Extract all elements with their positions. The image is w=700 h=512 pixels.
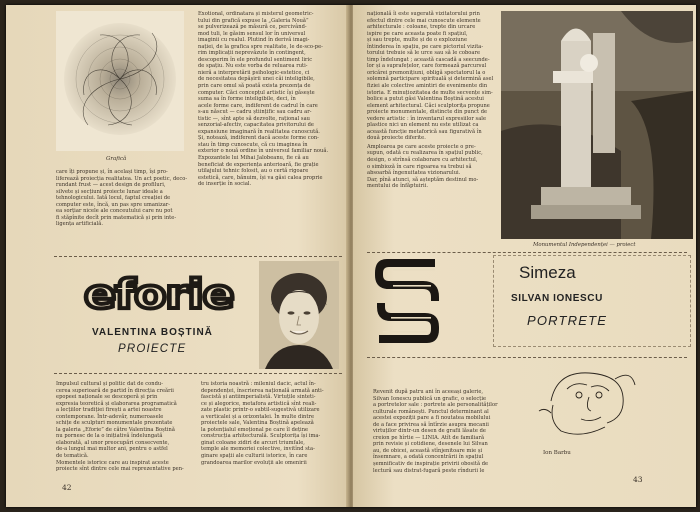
text-line: computer. Căci concepțul artistic își găsește xyxy=(198,89,315,96)
magazine-spread xyxy=(6,5,696,507)
text-line: zate plastic printr-o subtil-sugestivă utilizare xyxy=(201,407,320,414)
text-line: creion pe hîrtie — LINIA. Atît de familiară xyxy=(373,434,485,441)
page-number-right: 43 xyxy=(633,475,643,484)
text-line: oricărei premonițiuni, obligă spectatorul la o xyxy=(367,69,486,76)
text-line: șemnificativ de inspirație privirii obosită de xyxy=(373,461,489,468)
text-line: fi stăpînite decît prin matematică și prin inte- xyxy=(56,214,177,221)
text-line: rundant frust — acest design de profiluri, xyxy=(56,182,166,189)
text-line: Momentele istorice care au inspirat aceste xyxy=(56,459,169,466)
text-line: care îți propune și, în același timp, își pro- xyxy=(56,169,168,175)
grafica-article-col0 xyxy=(56,169,188,228)
text-line: a verticalei și a orizontalei. În multe dintre xyxy=(201,413,315,420)
text-line: o simbioză în care rigoarea va trebui să xyxy=(367,163,472,170)
page-number-left: 42 xyxy=(62,483,72,492)
text-line: fiziei ale colective amintiri de evenimente din xyxy=(367,83,488,90)
text-line: mentului de înfăptuirii. xyxy=(367,183,429,190)
text-line: suma sa în forme inteligibile, deci, în xyxy=(198,96,296,103)
text-line: două proiecte diferite. xyxy=(367,135,426,142)
text-line: proiectele sale, Valentina Boștină apelează xyxy=(201,420,314,427)
text-line: tehnologicului. Iată locul, faptul creației de xyxy=(56,195,171,202)
text-line: tru istoria noastră : mileniul dacic, actul în- xyxy=(201,381,316,387)
text-line: epopeei naționale se descoperă și prin xyxy=(56,394,158,401)
text-line: istoria. E minuțiozitatea de multe secvențe sim- xyxy=(367,89,493,96)
text-line: prin care omul să poată exista prezența de xyxy=(198,83,311,90)
text-line: ce și alegorice, metafora artistică sînt reali- xyxy=(201,400,317,407)
text-line: de-a lungul mai multor ani, pentru o astfel xyxy=(56,446,168,453)
text-line: culturale românești. Punctul determinant al xyxy=(373,408,489,415)
sketch-caption: Ion Barbu xyxy=(543,450,571,456)
text-line: plastice nici un element nu este utilizat ca xyxy=(367,122,479,129)
simeza-title: Simeza xyxy=(519,263,576,282)
text-line: element arhitectural. Căci sculptorița propune xyxy=(367,102,490,109)
text-line: expresia teoretică și elaborarea programatică xyxy=(56,400,177,407)
text-line: grandoarea marilor evoluții ale omenirii xyxy=(201,459,307,466)
text-line: descoperim în ele profundul sentiment liric xyxy=(198,56,313,63)
text-line: bolice a putut găsi Valentina Boștină acestui xyxy=(367,96,484,103)
monument-article-col xyxy=(367,11,507,190)
simeza-article-col xyxy=(373,389,521,474)
text-line: ligența artificială. xyxy=(56,221,103,228)
text-line: fascistă și antiimperialistă. Virtuțile sinteti- xyxy=(201,394,316,401)
text-line: la potențialul emoțional pe care îl deține xyxy=(201,426,309,433)
monument-photo xyxy=(501,11,693,239)
text-line: contemporane. Într-adevăr, numeroasele xyxy=(56,413,164,420)
text-line: rim implicații neprevăzute în contingent, xyxy=(198,50,306,57)
text-line: construcția arhitecturală. Sculptorița își ima- xyxy=(201,433,321,440)
text-line: lor și a suprafețelor, care formează parcursul xyxy=(367,63,487,70)
text-line: nației, de la grafica spre realitate, le de-sco-pe- xyxy=(198,43,323,50)
text-line: Exotional, ordinatara și misterul geometric- xyxy=(198,11,314,17)
grafica-caption: Grafică xyxy=(106,156,127,162)
text-line: nu pornesc de la o inițiativă îndelungată xyxy=(56,433,163,440)
simeza-artist-name: SILVAN IONESCU xyxy=(511,293,603,304)
text-line: computer este, încă, un pas spre umanizar- xyxy=(56,201,171,208)
text-line: absoarbă îngenuitatea vizionarului. xyxy=(367,170,461,177)
text-line: supun, odată cu realizarea în spațiul public, xyxy=(367,150,483,157)
left-page xyxy=(6,5,349,507)
text-line: tului din grafică expuse la „Galeria Nouă” xyxy=(198,17,309,24)
text-line: ea sorțiar nicele ale conceutului care nu pot xyxy=(56,208,173,215)
text-line: silvete și secțiuni proiecte lunar ideale a xyxy=(56,188,163,195)
right-page xyxy=(353,5,696,507)
text-line: imaginii cu realul. Plutind în derivă imagi- xyxy=(198,37,310,44)
text-line: întinderea în spațiu, pe care pictoriul vizita- xyxy=(367,43,484,50)
text-line: mod tuli, le găsim sensul lor în universul xyxy=(198,30,306,37)
text-line: Silvan Ionescu publică un grafic, o selecție xyxy=(373,395,487,402)
text-line: a lecțiilor tradiției firești a artei noastre xyxy=(56,407,162,414)
text-line: acestei expoziții pare a fi noutatea mobilului xyxy=(373,415,491,422)
text-line: tistic —, sînt apte să dezvolte, rațional sau xyxy=(198,115,311,122)
text-line: exterior o nouă ordine în universul familiar nouă. xyxy=(198,148,329,155)
section-divider xyxy=(54,256,342,257)
text-line: Amploarea pe care aceste proiecte o pre- xyxy=(367,143,476,150)
text-line: cerea superioară de partid în direcția creării xyxy=(56,387,174,394)
text-line: acele forme care, indiferent de cadrul în care xyxy=(198,102,318,109)
text-line: efectul dintre cele mai cunoscute elemente xyxy=(367,17,481,24)
section-divider-right xyxy=(367,252,687,253)
text-line: Și, notează, indiferent dacă aceste forme con- xyxy=(198,135,319,142)
text-line: proiecte monumentale, distincte din punct de xyxy=(367,109,488,116)
ion-barbu-sketch xyxy=(531,361,641,441)
text-line: de a face privirea să întîrzie asupra mecanii xyxy=(373,421,489,428)
text-line: design, o strînsă colaborare cu arhitectul, xyxy=(367,157,478,164)
text-line: schițe de sculpturi monumentale prezentate xyxy=(56,420,173,427)
text-line: Impulsul cultural și politic dat de condu- xyxy=(56,381,163,387)
eforie-logo: eforie xyxy=(84,272,234,318)
text-line: utilajului tehnic folosit, au o certă rigoare xyxy=(198,168,309,175)
text-line: Revenit după patru ani în aceeași galerie, xyxy=(373,389,484,395)
text-line: senzorial-afectiv, capacitatea privitorului de xyxy=(198,122,314,129)
text-line: au, de obicei, această stînjenitoare mie și xyxy=(373,447,483,454)
text-line: dependenței, înscrierea națională armată anti- xyxy=(201,387,324,394)
text-line: virtuților dintr-un desen de grafii lăsate de xyxy=(373,428,486,435)
text-line: această funcție metaforică sau figurativă în xyxy=(367,128,482,135)
text-line: de spațiu. Nu este vorba de reluarea ruti- xyxy=(198,63,308,70)
monument-caption: Monumentul Independenței — proiect xyxy=(533,242,636,248)
text-line: vedere artistic : în inventarul expresiilor sale xyxy=(367,115,487,122)
section-divider-2 xyxy=(54,373,342,374)
text-line: de necesitatea depășirii unei căi inteligibile, xyxy=(198,76,315,83)
text-line: torului trebuie să le urce sau să le coboare xyxy=(367,50,481,57)
text-line: de tematică. xyxy=(56,453,89,460)
text-line: a portretelor sale : portrete ale personalităților xyxy=(373,402,498,409)
grafica-article-col1 xyxy=(198,11,342,188)
text-line: ginat coloane zidiri de arcuri triumfale, xyxy=(201,439,305,446)
text-line: s-au născut — cadru științific sau cadru ar- xyxy=(198,109,312,116)
text-line: proiecte sînt dintre cele mai reprezentative pen- xyxy=(56,466,184,473)
section-title: PROIECTE xyxy=(118,343,187,355)
text-line: se pulverizează pe măsură ce, percivând- xyxy=(198,24,307,31)
text-line: liferează proiecția realitatea. Un act poetic, deco- xyxy=(56,175,188,182)
text-line: însemnare, a odată concentrării în spațiul xyxy=(373,454,484,461)
grafica-image xyxy=(56,11,184,151)
text-line: Dar, pînă atunci, să așteptăm destinul mo- xyxy=(367,176,479,183)
text-line: ispire pe care aceasta poate fi spațiul, xyxy=(367,30,468,37)
text-line: prin revisie și cotidiene, desenele lui Silvan xyxy=(373,441,488,448)
text-line: ginare spații ale culturii istorice, în care xyxy=(201,453,308,460)
artist-portrait-photo xyxy=(259,261,339,369)
text-line: beneficiat de experiența anterioară, fie grație xyxy=(198,161,319,168)
text-line: solemnă participare spirituală și determină asel xyxy=(367,76,494,83)
text-line: timp îndelungat ; această cascadă a seecunde- xyxy=(367,56,490,63)
text-line: la galeria „Eforie” de către Valentina Boștină xyxy=(56,426,175,433)
text-line: de inserție în social. xyxy=(198,181,252,188)
section-divider-right-2 xyxy=(367,357,687,358)
text-line: nieră a interpretării psihologic-estetice, ci xyxy=(198,69,310,76)
text-line: temple ale memoriei colective, invitînd sta- xyxy=(201,446,315,453)
artist-name: VALENTINA BOȘTINĂ xyxy=(92,327,213,338)
eforie-article-col1 xyxy=(201,381,342,466)
text-line: arhitecturale : coloane, trepte din urcare xyxy=(367,24,476,31)
text-line: elaborată, al unor preocupări consecvente, xyxy=(56,439,170,446)
text-line: lectură sau distrat-fugară peste rîndurii le xyxy=(373,467,485,474)
text-line: stau în timp cunoscute, că cu imaginea în xyxy=(198,141,308,148)
simeza-s-logo-icon xyxy=(373,255,443,347)
text-line: națională îi este sugerată vizitatorului prin xyxy=(367,11,480,17)
text-line: și sau trepte, multe și de o exploziune xyxy=(367,37,468,44)
text-line: estetică, care, bănuim, își va găsi calea proprie xyxy=(198,174,323,181)
text-line: Expozantele lui Mihai Jalobeanu, fie că au xyxy=(198,155,309,162)
simeza-section: PORTRETE xyxy=(527,313,608,328)
text-line: expansiune imaginară în realitatea cunoscută. xyxy=(198,128,320,135)
eforie-article-col0 xyxy=(56,381,191,473)
